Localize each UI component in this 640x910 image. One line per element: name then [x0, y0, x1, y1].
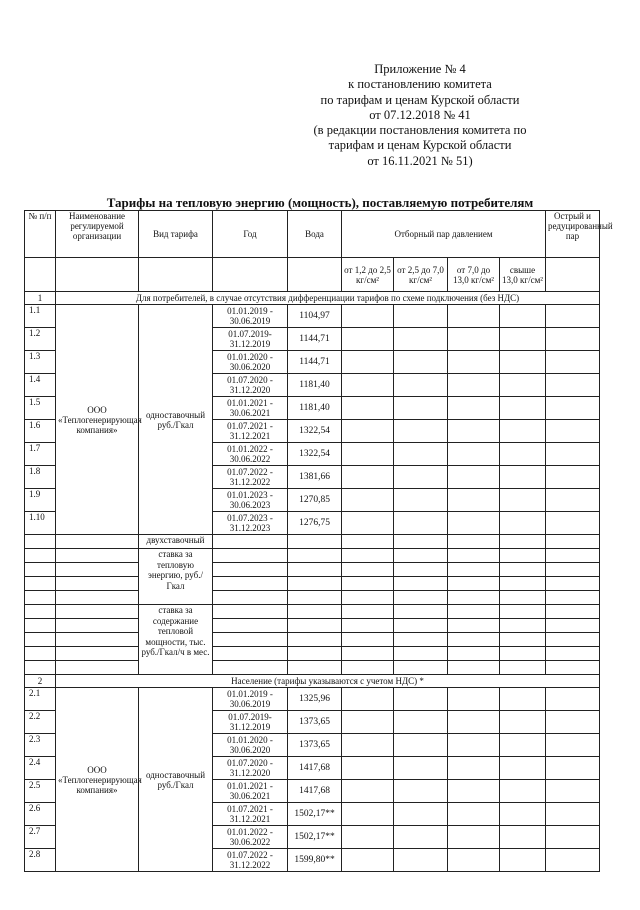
empty-cell: [213, 619, 288, 633]
empty-cell: [342, 734, 394, 757]
empty-cell: [342, 661, 394, 675]
empty-cell: [394, 328, 448, 351]
section-number: 1: [25, 292, 56, 305]
empty-cell: [546, 591, 600, 605]
table-row: [25, 661, 600, 675]
period-cell: 01.07.2021 - 31.12.2021: [213, 803, 288, 826]
empty-cell: [546, 734, 600, 757]
empty-cell: [448, 466, 500, 489]
empty-cell: [342, 374, 394, 397]
empty-cell: [288, 633, 342, 647]
empty-cell: [546, 633, 600, 647]
empty-cell: [342, 826, 394, 849]
period-cell: 01.07.2019- 31.12.2019: [213, 328, 288, 351]
empty-cell: [448, 443, 500, 466]
header-line: от 07.12.2018 № 41: [369, 107, 471, 122]
row-number: 2.7: [25, 826, 56, 849]
col-header-pressure-4: свыше 13,0 кг/см²: [500, 258, 546, 292]
empty-cell: [448, 734, 500, 757]
col-header-year: Год: [213, 211, 288, 258]
empty-cell: [25, 647, 56, 661]
tariff-type: одноставочный руб./Гкал: [139, 688, 213, 872]
col-header-num: № п/п: [25, 211, 56, 258]
empty-cell: [500, 305, 546, 328]
empty-cell: [288, 535, 342, 549]
empty-cell: [500, 757, 546, 780]
empty-cell: [546, 443, 600, 466]
empty-cell: [394, 757, 448, 780]
period-cell: 01.01.2020 - 30.06.2020: [213, 351, 288, 374]
empty-cell: [25, 619, 56, 633]
empty-cell: [342, 466, 394, 489]
empty-cell: [25, 577, 56, 591]
empty-cell: [546, 688, 600, 711]
empty-cell: [546, 563, 600, 577]
empty-cell: [546, 757, 600, 780]
table-row: [25, 305, 600, 328]
period-cell: 01.01.2022 - 30.06.2022: [213, 826, 288, 849]
empty-cell: [394, 563, 448, 577]
empty-cell: [342, 803, 394, 826]
empty-cell: [448, 803, 500, 826]
empty-cell: [500, 374, 546, 397]
empty-cell: [394, 803, 448, 826]
empty-cell: [448, 647, 500, 661]
empty-cell: [500, 826, 546, 849]
empty-cell: [342, 305, 394, 328]
row-number: 1.4: [25, 374, 56, 397]
table-row: [25, 591, 600, 605]
empty-cell: [500, 512, 546, 535]
table-row: [25, 605, 600, 619]
empty-cell: [25, 258, 56, 292]
empty-cell: [56, 605, 139, 619]
empty-cell: [288, 619, 342, 633]
period-cell: 01.01.2020 - 30.06.2020: [213, 734, 288, 757]
empty-cell: [500, 619, 546, 633]
tariff-table: [24, 210, 613, 872]
empty-cell: [500, 466, 546, 489]
section-label: Для потребителей, в случае отсутствия дифференциации тарифов по схеме подключения (без НДС): [56, 292, 600, 305]
empty-cell: [342, 443, 394, 466]
empty-cell: [500, 688, 546, 711]
empty-cell: [25, 563, 56, 577]
empty-cell: [213, 535, 288, 549]
period-cell: 01.01.2019 - 30.06.2019: [213, 305, 288, 328]
row-number: 1.5: [25, 397, 56, 420]
empty-cell: [342, 711, 394, 734]
water-tariff-value: 1325,96: [288, 688, 342, 711]
col-header-pressure-3: от 7,0 до 13,0 кг/см²: [448, 258, 500, 292]
col-header-pressure-1: от 1,2 до 2,5 кг/см²: [342, 258, 394, 292]
period-cell: 01.01.2022 - 30.06.2022: [213, 443, 288, 466]
empty-cell: [213, 591, 288, 605]
section-label: Население (тарифы указываются с учетом НДС) *: [56, 675, 600, 688]
empty-cell: [56, 563, 139, 577]
empty-cell: [394, 647, 448, 661]
organization-name: ООО «Теплогенерирующая компания»: [56, 305, 139, 535]
empty-cell: [288, 549, 342, 563]
empty-cell: [394, 549, 448, 563]
period-cell: 01.07.2023 - 31.12.2023: [213, 512, 288, 535]
row-number: 2.6: [25, 803, 56, 826]
empty-cell: [394, 466, 448, 489]
row-number: 1.1: [25, 305, 56, 328]
empty-cell: [342, 849, 394, 872]
empty-cell: [342, 512, 394, 535]
empty-cell: [342, 420, 394, 443]
empty-cell: [213, 633, 288, 647]
empty-cell: [500, 563, 546, 577]
header-line: (в редакции постановления комитета по: [313, 123, 527, 138]
empty-cell: [342, 619, 394, 633]
header-line: по тарифам и ценам Курской области: [320, 92, 520, 107]
empty-cell: [448, 757, 500, 780]
empty-cell: [288, 661, 342, 675]
water-tariff-value: 1181,40: [288, 397, 342, 420]
empty-cell: [546, 826, 600, 849]
organization-name: ООО «Теплогенерирующая компания»: [56, 688, 139, 872]
col-header-sharp-steam: Острый и редуцированный пар: [546, 211, 600, 258]
row-number: 2.1: [25, 688, 56, 711]
empty-cell: [342, 351, 394, 374]
empty-cell: [500, 734, 546, 757]
empty-cell: [394, 577, 448, 591]
empty-cell: [500, 711, 546, 734]
empty-cell: [500, 535, 546, 549]
period-cell: 01.07.2020 - 31.12.2020: [213, 757, 288, 780]
col-header-pressure-2: от 2,5 до 7,0 кг/см²: [394, 258, 448, 292]
table-row: [25, 647, 600, 661]
empty-cell: [500, 549, 546, 563]
empty-cell: [394, 374, 448, 397]
col-header-type: Вид тарифа: [139, 211, 213, 258]
empty-cell: [394, 734, 448, 757]
empty-cell: [213, 661, 288, 675]
empty-cell: [288, 605, 342, 619]
water-tariff-value: 1502,17**: [288, 803, 342, 826]
empty-cell: [448, 351, 500, 374]
empty-cell: [448, 420, 500, 443]
empty-cell: [288, 563, 342, 577]
empty-cell: [546, 258, 600, 292]
empty-cell: [394, 420, 448, 443]
empty-cell: [342, 397, 394, 420]
header-line: от 16.11.2021 № 51): [367, 153, 473, 168]
period-cell: 01.07.2022 - 31.12.2022: [213, 466, 288, 489]
header-line: тарифам и ценам Курской области: [328, 138, 512, 153]
empty-cell: [56, 258, 139, 292]
empty-cell: [546, 305, 600, 328]
empty-cell: [546, 647, 600, 661]
empty-cell: [394, 397, 448, 420]
empty-cell: [213, 563, 288, 577]
period-cell: 01.07.2022 - 31.12.2022: [213, 849, 288, 872]
empty-cell: [394, 633, 448, 647]
empty-cell: [56, 647, 139, 661]
empty-cell: [448, 688, 500, 711]
table-row: [25, 688, 600, 711]
water-tariff-value: 1381,66: [288, 466, 342, 489]
row-number: 2.4: [25, 757, 56, 780]
empty-cell: [342, 647, 394, 661]
empty-cell: [448, 512, 500, 535]
empty-cell: [448, 661, 500, 675]
empty-cell: [342, 489, 394, 512]
empty-cell: [342, 780, 394, 803]
water-tariff-value: 1144,71: [288, 351, 342, 374]
empty-cell: [25, 633, 56, 647]
col-header-water: Вода: [288, 211, 342, 258]
water-tariff-value: 1276,75: [288, 512, 342, 535]
empty-cell: [56, 591, 139, 605]
empty-cell: [25, 661, 56, 675]
row-number: 1.7: [25, 443, 56, 466]
appendix-header: [300, 62, 540, 169]
table-row: [25, 535, 600, 549]
empty-cell: [56, 661, 139, 675]
empty-cell: [342, 688, 394, 711]
empty-cell: [500, 351, 546, 374]
empty-cell: [448, 826, 500, 849]
water-tariff-value: 1373,65: [288, 711, 342, 734]
empty-cell: [448, 328, 500, 351]
empty-cell: [288, 577, 342, 591]
empty-cell: [546, 328, 600, 351]
empty-cell: [394, 305, 448, 328]
empty-cell: [56, 633, 139, 647]
empty-cell: [500, 661, 546, 675]
empty-cell: [56, 619, 139, 633]
empty-cell: [448, 374, 500, 397]
empty-cell: [394, 711, 448, 734]
empty-cell: [342, 563, 394, 577]
row-number: 2.3: [25, 734, 56, 757]
empty-cell: [500, 328, 546, 351]
empty-cell: [546, 619, 600, 633]
empty-cell: [448, 619, 500, 633]
empty-cell: [546, 535, 600, 549]
empty-cell: [394, 535, 448, 549]
empty-cell: [546, 420, 600, 443]
empty-cell: [546, 351, 600, 374]
empty-cell: [546, 780, 600, 803]
empty-cell: [213, 647, 288, 661]
row-number: 2.2: [25, 711, 56, 734]
water-tariff-value: 1417,68: [288, 757, 342, 780]
empty-cell: [342, 757, 394, 780]
empty-cell: [394, 351, 448, 374]
empty-cell: [139, 258, 213, 292]
empty-cell: [448, 549, 500, 563]
empty-cell: [394, 780, 448, 803]
empty-cell: [394, 591, 448, 605]
empty-cell: [288, 591, 342, 605]
empty-cell: [448, 305, 500, 328]
empty-cell: [546, 803, 600, 826]
empty-cell: [546, 577, 600, 591]
col-header-steam: Отборный пар давлением: [342, 211, 546, 258]
empty-cell: [394, 661, 448, 675]
empty-cell: [448, 535, 500, 549]
header-line: к постановлению комитета: [348, 77, 492, 92]
table-row: [25, 563, 600, 577]
water-tariff-value: 1417,68: [288, 780, 342, 803]
empty-cell: [546, 849, 600, 872]
empty-cell: [394, 826, 448, 849]
empty-cell: [288, 647, 342, 661]
empty-cell: [500, 780, 546, 803]
empty-cell: [342, 549, 394, 563]
period-cell: 01.07.2020 - 31.12.2020: [213, 374, 288, 397]
table-row: [25, 577, 600, 591]
empty-cell: [56, 535, 139, 549]
empty-cell: [394, 605, 448, 619]
empty-cell: [342, 577, 394, 591]
empty-cell: [546, 549, 600, 563]
empty-cell: [500, 849, 546, 872]
empty-cell: [448, 849, 500, 872]
empty-cell: [394, 849, 448, 872]
empty-cell: [213, 605, 288, 619]
empty-cell: [500, 591, 546, 605]
period-cell: 01.01.2021 - 30.06.2021: [213, 397, 288, 420]
water-tariff-value: 1322,54: [288, 420, 342, 443]
water-tariff-value: 1373,65: [288, 734, 342, 757]
rate-energy-label: ставка за тепловую энергию, руб./Гкал: [139, 549, 213, 605]
empty-cell: [448, 591, 500, 605]
water-tariff-value: 1181,40: [288, 374, 342, 397]
empty-cell: [342, 591, 394, 605]
period-cell: 01.07.2021 - 31.12.2021: [213, 420, 288, 443]
tariff-type: одноставочный руб./Гкал: [139, 305, 213, 535]
empty-cell: [500, 605, 546, 619]
section-row: [25, 675, 600, 688]
empty-cell: [500, 443, 546, 466]
empty-cell: [546, 661, 600, 675]
empty-cell: [546, 711, 600, 734]
water-tariff-value: 1104,97: [288, 305, 342, 328]
empty-cell: [25, 591, 56, 605]
empty-cell: [448, 633, 500, 647]
empty-cell: [56, 577, 139, 591]
empty-cell: [500, 489, 546, 512]
empty-cell: [546, 374, 600, 397]
empty-cell: [546, 397, 600, 420]
water-tariff-value: 1144,71: [288, 328, 342, 351]
empty-cell: [56, 549, 139, 563]
empty-cell: [546, 605, 600, 619]
empty-cell: [500, 803, 546, 826]
row-number: 1.9: [25, 489, 56, 512]
empty-cell: [448, 577, 500, 591]
empty-cell: [213, 577, 288, 591]
water-tariff-value: 1322,54: [288, 443, 342, 466]
empty-cell: [448, 489, 500, 512]
empty-cell: [546, 466, 600, 489]
empty-cell: [500, 420, 546, 443]
row-number: 2.8: [25, 849, 56, 872]
water-tariff-value: 1599,80**: [288, 849, 342, 872]
empty-cell: [288, 258, 342, 292]
empty-cell: [448, 711, 500, 734]
col-header-org: Наименование регулируемой организации: [56, 211, 139, 258]
period-cell: 01.01.2021 - 30.06.2021: [213, 780, 288, 803]
table-row: [25, 633, 600, 647]
period-cell: 01.07.2019- 31.12.2019: [213, 711, 288, 734]
empty-cell: [448, 605, 500, 619]
table-row: [25, 619, 600, 633]
header-line: Приложение № 4: [374, 62, 466, 76]
water-tariff-value: 1502,17**: [288, 826, 342, 849]
empty-cell: [448, 563, 500, 577]
empty-cell: [394, 619, 448, 633]
empty-cell: [394, 489, 448, 512]
table-row: [25, 549, 600, 563]
empty-cell: [546, 489, 600, 512]
empty-cell: [342, 328, 394, 351]
empty-cell: [213, 549, 288, 563]
row-number: 1.10: [25, 512, 56, 535]
row-number: 1.6: [25, 420, 56, 443]
empty-cell: [394, 512, 448, 535]
empty-cell: [25, 535, 56, 549]
empty-cell: [394, 688, 448, 711]
period-cell: 01.01.2019 - 30.06.2019: [213, 688, 288, 711]
water-tariff-value: 1270,85: [288, 489, 342, 512]
section-number: 2: [25, 675, 56, 688]
empty-cell: [500, 647, 546, 661]
empty-cell: [25, 605, 56, 619]
empty-cell: [213, 258, 288, 292]
rate-power-label: ставка за содержание тепловой мощности, тыс. руб./Гкал/ч в мес.: [139, 605, 213, 675]
empty-cell: [500, 633, 546, 647]
empty-cell: [342, 535, 394, 549]
document-title: Тарифы на тепловую энергию (мощность), поставляемую потребителям: [106, 195, 534, 210]
empty-cell: [546, 512, 600, 535]
empty-cell: [342, 633, 394, 647]
two-part-tariff-label: двухставочный: [139, 535, 213, 549]
empty-cell: [342, 605, 394, 619]
empty-cell: [500, 397, 546, 420]
row-number: 1.8: [25, 466, 56, 489]
empty-cell: [448, 780, 500, 803]
empty-cell: [25, 549, 56, 563]
empty-cell: [394, 443, 448, 466]
empty-cell: [500, 577, 546, 591]
period-cell: 01.01.2023 - 30.06.2023: [213, 489, 288, 512]
row-number: 1.3: [25, 351, 56, 374]
row-number: 2.5: [25, 780, 56, 803]
empty-cell: [448, 397, 500, 420]
tariff-table-frame: [24, 210, 613, 910]
row-number: 1.2: [25, 328, 56, 351]
